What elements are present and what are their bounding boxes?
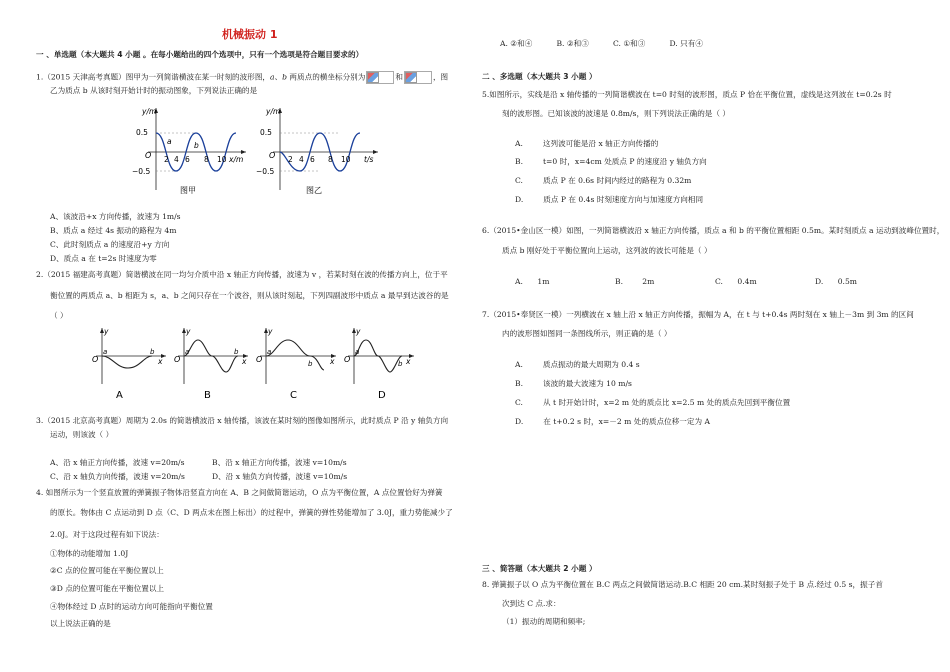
q1g2-caption: 图乙 xyxy=(306,186,322,195)
q2-wave-b xyxy=(174,327,248,401)
q2a-pt-a: a xyxy=(103,348,108,356)
q2d-pt-a: a xyxy=(355,348,360,356)
q7-option-c xyxy=(515,398,790,408)
q1-graphs xyxy=(128,104,388,196)
q1-text-d: 和 xyxy=(395,72,403,82)
q2a-origin: O xyxy=(92,355,99,364)
q8-sub1: （1）振动的周期和频率; xyxy=(502,617,586,626)
q1-text-ab: a、b xyxy=(270,72,287,82)
q6-line1: 6.（2015•金山区一模）如图，一列简谐横波沿 x 轴正方向传播，质点 a 和 b 的平衡位置相距 0.5m。某时刻质点 a 运动到波峰位置时， xyxy=(482,226,945,235)
q1g1-ylabel: y/m xyxy=(142,107,157,116)
q2c-origin: O xyxy=(256,355,263,364)
q7-a-letter: A. xyxy=(515,360,523,369)
q6-line2: 质点 b 刚好处于平衡位置向上运动，这列波的波长可能是（ ） xyxy=(502,246,712,255)
q1g2-xlabel: t/s xyxy=(364,155,374,164)
q2b-origin: O xyxy=(174,355,181,364)
q5-option-a xyxy=(515,139,658,149)
q7-c-letter: C. xyxy=(515,398,523,407)
q1g1-tick: 6 xyxy=(185,155,190,164)
q2c-axis-x: x xyxy=(330,357,335,366)
q1g1-tick: 4 xyxy=(174,155,179,164)
q7-b-letter: B. xyxy=(515,379,523,388)
q5-b-text: t=0 时，x=4cm 处质点 P 的速度沿 y 轴负方向 xyxy=(543,157,707,166)
q1g2-tick: 6 xyxy=(310,155,315,164)
q2-waveforms xyxy=(88,326,418,402)
q1g2-ylabel: y/m xyxy=(266,107,281,116)
q4-item-3: ③D 点的位置可能在平衡位置以上 xyxy=(50,584,165,593)
q1-option-b: B、质点 a 经过 4s 振动的路程为 4m xyxy=(50,226,177,235)
q2-label-a: A xyxy=(116,390,123,401)
q2-wave-c xyxy=(256,327,336,401)
q8-line1: 8. 弹簧振子以 O 点为平衡位置在 B.C 两点之间做简谐运动.B.C 相距 20 cm.某时刻振子处于 B 点.经过 0.5 s，振子首 xyxy=(482,580,883,589)
q4-item-2: ②C 点的位置可能在平衡位置以上 xyxy=(50,566,164,575)
q5-c-letter: C. xyxy=(515,176,523,185)
q2b-axis-x: x xyxy=(242,357,247,366)
q2a-pt-b: b xyxy=(150,348,155,356)
q1-line2: 乙为质点 b 从该时刻开始计时的振动图象，下列说法正确的是 xyxy=(50,86,258,95)
q7-line2: 内的波形图如图同一条图线所示，则正确的是（ ） xyxy=(502,329,672,338)
q4-line3: 2.0J。对于这段过程有如下说法： xyxy=(50,530,164,539)
q1g1-pt-a: a xyxy=(167,137,172,146)
q5-option-d xyxy=(515,195,703,205)
q3-line2: 运动，则该波（ ） xyxy=(50,430,114,439)
q1g2-tick: 10 xyxy=(341,155,351,164)
q2d-axis-y: y xyxy=(356,327,361,336)
q2-label-b: B xyxy=(204,390,211,401)
q4-line1: 4. 如图所示为一个竖直放置的弹簧振子物体沿竖直方向在 A、B 之间做简谐运动，O 点为平衡位置，A 点位置恰好为弹簧 xyxy=(36,488,443,497)
q1g2-yneg: −0.5 xyxy=(256,167,275,176)
q5-option-c xyxy=(515,176,691,186)
q4-options: A. ②和④ B. ②和③ C. ①和③ D. 只有④ xyxy=(500,39,703,48)
q3-option-b: B、沿 x 轴正方向传播，波速 v=10m/s xyxy=(212,458,347,467)
section-short-answer-heading: 三 、简答题（本大题共 2 小题 ） xyxy=(482,564,597,573)
q7-d-letter: D. xyxy=(515,417,524,426)
q1g2-tick: 2 xyxy=(288,155,293,164)
q1g1-pt-b: b xyxy=(194,141,199,150)
q1-text-c: 两质点的横坐标分别为 xyxy=(287,72,366,82)
q1g1-tick: 8 xyxy=(204,155,209,164)
q2b-axis-y: y xyxy=(186,327,191,336)
q5-a-text: 这列波可能是沿 x 轴正方向传播的 xyxy=(542,139,659,148)
q1-graph-jia xyxy=(132,107,246,195)
q2-label-d: D xyxy=(378,390,386,401)
q5-line2: 刻的波形图。已知该波的波速是 0.8m/s，则下列说法正确的是（ ） xyxy=(502,109,730,118)
q5-a-letter: A. xyxy=(515,139,523,148)
q5-d-letter: D. xyxy=(515,195,524,204)
q1-line1 xyxy=(36,71,448,84)
q2-label-c: C xyxy=(290,390,297,401)
q1g2-ypos: 0.5 xyxy=(260,128,272,137)
q1g1-xlabel: x/m xyxy=(229,155,244,164)
q5-d-text: 质点 P 在 0.4s 时刻速度方向与加速度方向相同 xyxy=(543,195,704,204)
q3-option-d: D、沿 x 轴负方向传播，波速 v=10m/s xyxy=(212,472,348,481)
q6-option-c: C. 0.4m xyxy=(715,277,757,286)
q2-line1: 2.（2015 福建高考真题）简谐横波在同一均匀介质中沿 x 轴正方向传播，波速为 v ，若某时刻在波的传播方向上，位于平 xyxy=(36,270,448,279)
section-single-choice-heading: 一 、单选题（本大题共 4 小题 。在每小题给出的四个选项中，只有一个选项是符合题目要求的） xyxy=(36,50,364,59)
q2a-axis-x: x xyxy=(158,357,163,366)
q2d-pt-b: b xyxy=(398,360,403,368)
q2-line2: 衡位置的两质点 a、b 相距为 s，a、b 之间只存在一个波谷，则从该时刻起，下列四副波形中质点 a 最早到达波谷的是 xyxy=(50,291,449,300)
broken-image-icon xyxy=(405,72,417,83)
q3-line1: 3.（2015 北京高考真题）周期为 2.0s 的简谐横波沿 x 轴传播，该波在某时刻的图像如图所示，此时质点 P 沿 y 轴负方向 xyxy=(36,416,449,425)
q4-item-1: ①物体的动能增加 1.0J xyxy=(50,549,129,558)
q2b-pt-a: a xyxy=(185,348,190,356)
q4-line2: 的原长。物体由 C 点运动到 D 点（C、D 两点未在图上标出）的过程中，弹簧的弹性势能增加了 3.0J，重力势能减少了 xyxy=(50,508,453,517)
q8-line2: 次到达 C 点.求： xyxy=(502,599,561,608)
q1g1-tick: 2 xyxy=(164,155,169,164)
q7-c-text: 从 t 时开始计时，x=2 m 处的质点比 x=2.5 m 处的质点先回到平衡位置 xyxy=(542,398,791,407)
q5-option-b xyxy=(515,157,707,167)
q2b-pt-b: b xyxy=(234,348,239,356)
q2a-axis-y: y xyxy=(104,327,109,336)
q1g1-caption: 图甲 xyxy=(180,186,196,195)
q1-option-c: C、此时刻质点 a 的速度沿+y 方向 xyxy=(50,240,170,249)
q2-wave-a xyxy=(92,327,166,401)
q6-option-d: D. 0.5m xyxy=(815,277,857,286)
q1g1-ypos: 0.5 xyxy=(136,128,148,137)
q2d-origin: O xyxy=(344,355,351,364)
section-multi-choice-heading: 二 、多选题（本大题共 3 小题 ） xyxy=(482,72,597,81)
q2d-axis-x: x xyxy=(406,357,411,366)
q7-line1: 7.（2015•奉贤区一模）一列横波在 x 轴上沿 x 轴正方向传播，振幅为 A，在 t 与 t+0.4s 两时刻在 x 轴上－3m 到 3m 的区间 xyxy=(482,310,914,319)
q7-a-text: 质点振动的最大周期为 0.4 s xyxy=(542,360,640,369)
q7-d-text: 在 t+0.2 s 时，x=－2 m 处的质点位移一定为 A xyxy=(543,417,710,426)
q7-b-text: 该波的最大波速为 10 m/s xyxy=(543,379,632,388)
q3-option-a: A、沿 x 轴正方向传播，波速 v=20m/s xyxy=(50,458,185,467)
q5-c-text: 质点 P 在 0.6s 时间内经过的路程为 0.32m xyxy=(542,176,692,185)
q5-line1: 5.如图所示，实线是沿 x 轴传播的一列简谐横波在 t=0 时刻的波形图，质点 P 恰在平衡位置，虚线是这列波在 t=0.2s 时 xyxy=(482,90,892,99)
q1-xb-image xyxy=(404,71,432,84)
q2c-axis-y: y xyxy=(268,327,273,336)
q1-xa-image xyxy=(366,71,394,84)
q1g2-origin: O xyxy=(269,151,276,160)
q7-option-b xyxy=(515,379,632,389)
page-title: 机械振动 1 xyxy=(222,28,278,41)
q1-text-e: ，图 xyxy=(432,72,449,82)
q1g1-tick: 10 xyxy=(217,155,227,164)
q6-option-a: A. 1m xyxy=(515,277,550,286)
q7-option-d xyxy=(515,417,710,427)
q1-option-d: D、质点 a 在 t=2s 时速度为零 xyxy=(50,254,157,263)
q1g2-tick: 4 xyxy=(299,155,304,164)
q1g1-origin: O xyxy=(145,151,152,160)
q2-line3: （ ） xyxy=(50,311,68,320)
q2c-pt-a: a xyxy=(267,348,272,356)
q1g2-tick: 8 xyxy=(328,155,333,164)
q5-b-letter: B. xyxy=(515,157,523,166)
q2-wave-d xyxy=(344,327,414,401)
q1g1-yneg: −0.5 xyxy=(132,167,151,176)
q1-option-a: A、该波沿+x 方向传播，波速为 1m/s xyxy=(50,212,181,221)
q1-text-a: 1.（2015 天津高考真题）图甲为一列简谐横波在某一时刻的波形图， xyxy=(36,72,271,82)
q4-tail: 以上说法正确的是 xyxy=(50,619,111,628)
q2c-pt-b: b xyxy=(308,360,313,368)
q3-option-c: C、沿 x 轴负方向传播，波速 v=20m/s xyxy=(50,472,185,481)
broken-image-icon xyxy=(367,72,379,83)
q6-option-b: B. 2m xyxy=(615,277,655,286)
q4-item-4: ④物体经过 D 点时的运动方向可能指向平衡位置 xyxy=(50,602,213,611)
q1-graph-yi xyxy=(256,107,378,195)
q7-option-a xyxy=(515,360,640,370)
